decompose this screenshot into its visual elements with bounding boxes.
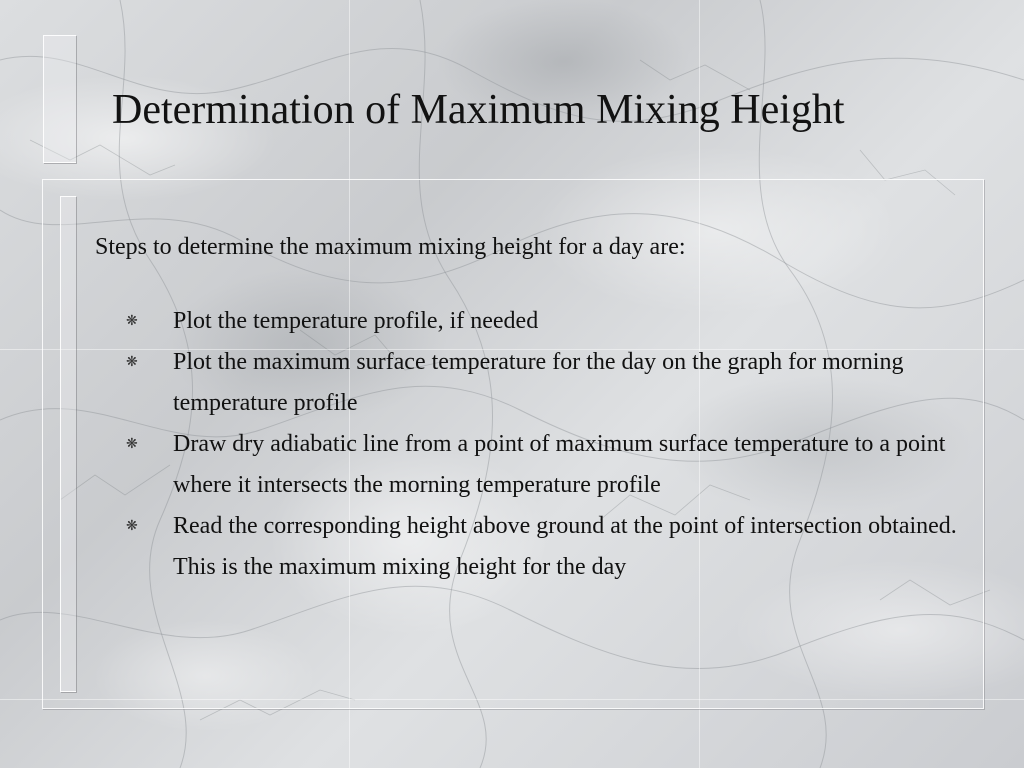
body-bracket-decoration [60,196,76,692]
bullet-text: Plot the temperature profile, if needed [173,308,539,334]
bullet-item [120,301,980,342]
bullet-item [120,424,980,506]
bullet-text: Plot the maximum surface temperature for the day on the graph for morning temperature profile [173,349,904,416]
title-bracket-decoration [43,35,76,163]
bullet-text: Read the corresponding height above ground at the point of intersection obtained. This is the maximum mixing height for the day [173,513,957,580]
bullet-item [120,506,980,588]
bullet-list [120,301,980,588]
slide-title: Determination of Maximum Mixing Height [112,87,845,133]
asterisk-bullet-icon: ❋ [126,314,138,329]
intro-text: Steps to determine the maximum mixing height for a day are: [95,234,686,260]
bullet-item [120,342,980,424]
bullet-text: Draw dry adiabatic line from a point of maximum surface temperature to a point where it intersects the morning temperature profile [173,431,946,498]
asterisk-bullet-icon: ❋ [126,519,138,534]
asterisk-bullet-icon: ❋ [126,437,138,452]
asterisk-bullet-icon: ❋ [126,355,138,370]
